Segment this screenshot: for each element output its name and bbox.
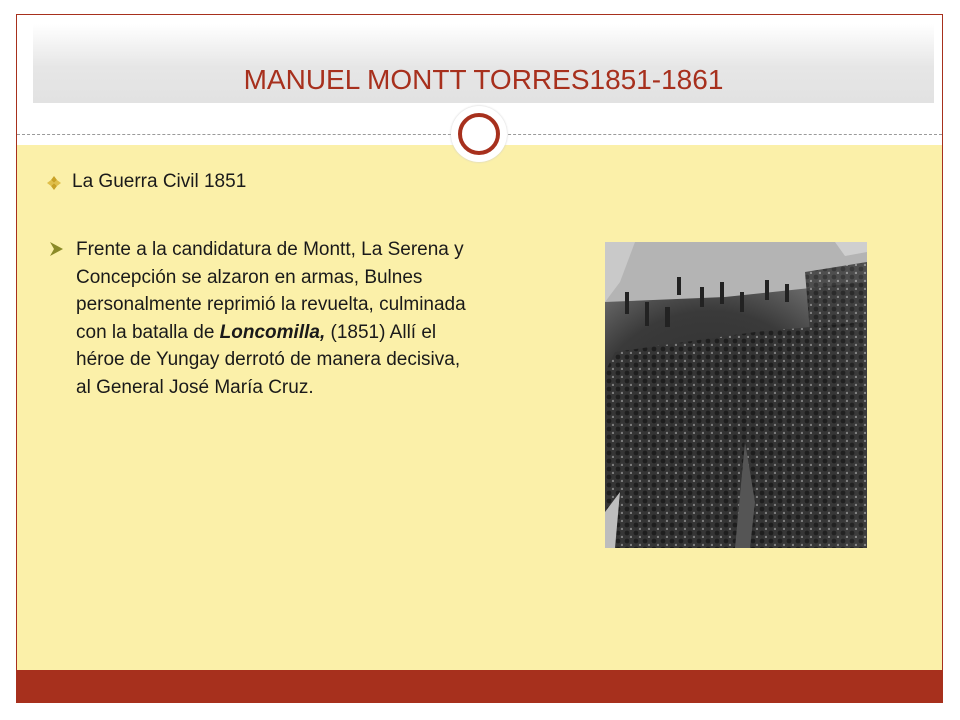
body-paragraph (76, 236, 476, 401)
body-text-end: (1851) Allí el héroe de Yungay derrotó de manera decisiva, al General José María Cruz. (76, 321, 461, 398)
footer-bar (17, 670, 942, 702)
diamond-bullet-icon (47, 176, 61, 190)
ring-ornament-icon (451, 106, 507, 162)
battle-name: Loncomilla, (219, 321, 326, 343)
troop-formation-photo (605, 242, 867, 548)
body-text-start: Frente a la candidatura de Montt, La Serena y Concepción se alzaron en armas, Bulnes personalmente reprimió la revuelta, culminada con la batalla de (76, 239, 466, 343)
slide-title: MANUEL MONTT TORRES1851-1861 (243, 64, 724, 95)
section-heading: La Guerra Civil 1851 (72, 171, 247, 192)
arrow-bullet-icon (50, 242, 63, 256)
